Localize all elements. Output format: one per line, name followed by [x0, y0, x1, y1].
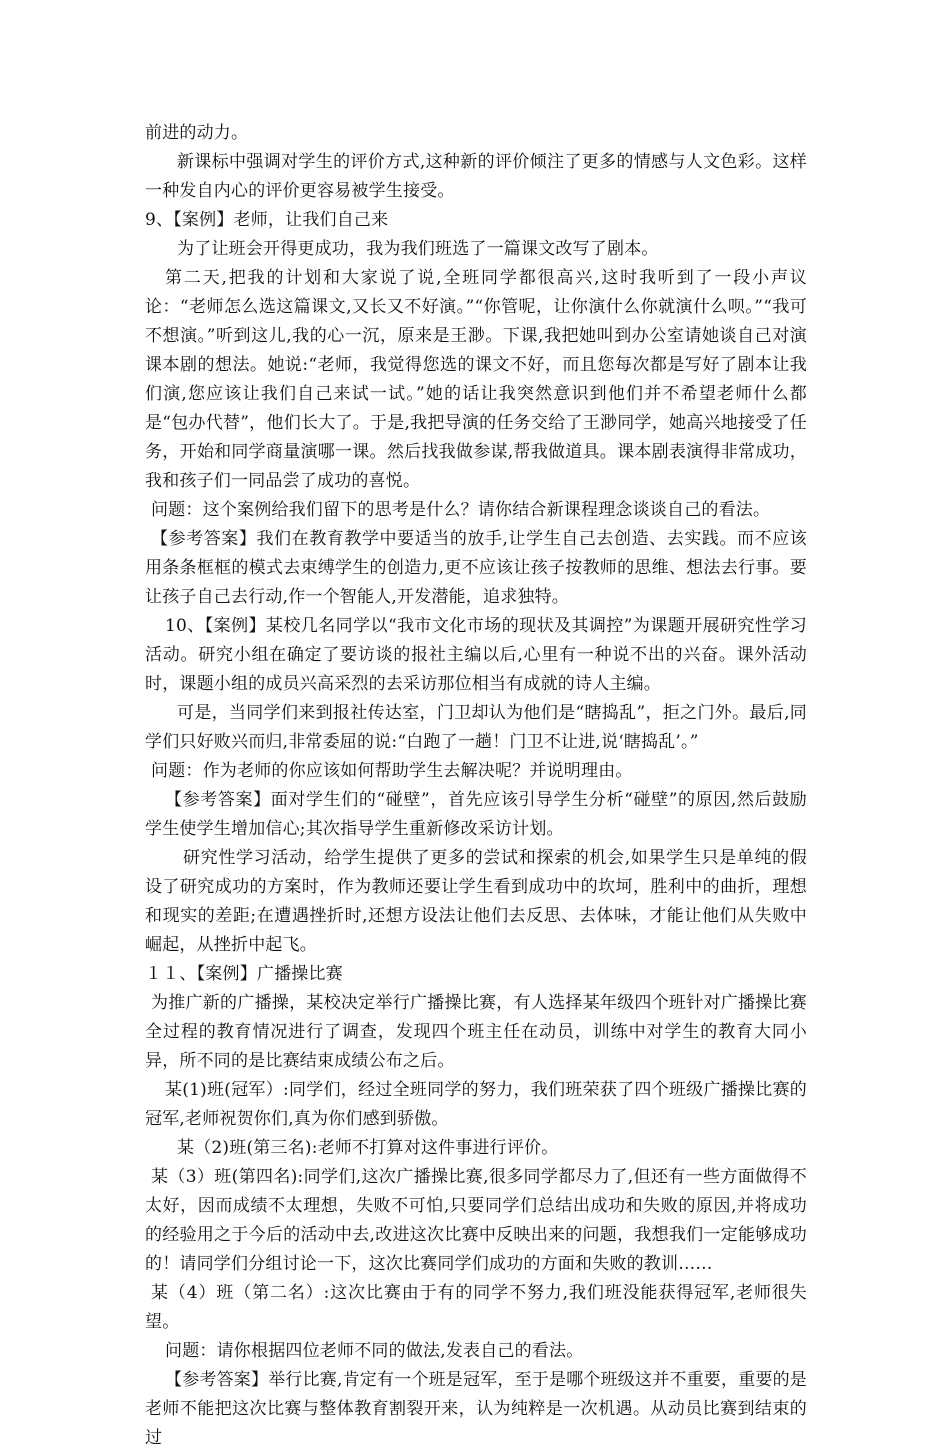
- paragraph: 10、【案例】某校几名同学以“我市文化市场的现状及其调控”为课题开展研究性学习活动。研究小组在确定了要访谈的报社主编以后,心里有一种说不出的兴奋。课外活动时，课题小组的成员兴高采烈的去采访那位相当有成就的诗人主编。: [145, 616, 807, 694]
- paragraph: 【参考答案】面对学生们的“碰壁”，首先应该引导学生分析“碰壁”的原因,然后鼓励学生使学生增加信心;其次指导学生重新修改采访计划。: [145, 790, 807, 839]
- document-body: [145, 119, 807, 1453]
- paragraph: 某（4）班（第二名）:这次比赛由于有的同学不努力,我们班没能获得冠军,老师很失望。: [145, 1283, 807, 1332]
- paragraph: 第二天,把我的计划和大家说了说,全班同学都很高兴,这时我听到了一段小声议论：“老师怎么选这篇课文,又长又不好演。”“你管呢，让你演什么你就演什么呗。”“我可不想演。”听到这儿,我的心一沉，原来是王渺。下课,我把她叫到办公室请她谈自己对演课本剧的想法。她说:“老师，我觉得您选的课文不好，而且您每次都是写好了剧本让我们演,您应该让我们自己来试一试。”她的话让我突然意识到他们并不希望老师什么都是“包办代替”，他们长大了。于是,我把导演的任务交给了王渺同学，她高兴地接受了任务，开始和同学商量演哪一课。然后找我做参谋,帮我做道具。课本剧表演得非常成功，我和孩子们一同品尝了成功的喜悦。: [145, 268, 807, 491]
- paragraph: 问题：请你根据四位老师不同的做法,发表自己的看法。: [165, 1341, 584, 1361]
- paragraph: 问题：这个案例给我们留下的思考是什么？请你结合新课程理念谈谈自己的看法。: [151, 500, 771, 520]
- paragraph: 为推广新的广播操，某校决定举行广播操比赛，有人选择某年级四个班针对广播操比赛全过程的教育情况进行了调查，发现四个班主任在动员，训练中对学生的教育大同小异，所不同的是比赛结束成绩公布之后。: [145, 993, 807, 1071]
- paragraph: 新课标中强调对学生的评价方式,这种新的评价倾注了更多的情感与人文色彩。这样一种发自内心的评价更容易被学生接受。: [145, 152, 807, 201]
- paragraph: 前进的动力。: [145, 123, 249, 143]
- paragraph: １１、【案例】广播操比赛: [145, 964, 343, 984]
- paragraph: 9、【案例】老师，让我们自己来: [145, 210, 389, 230]
- paragraph: 可是，当同学们来到报社传达室，门卫却认为他们是“瞎捣乱”，拒之门外。最后,同学们只好败兴而归,非常委屈的说:“白跑了一趟！门卫不让进,说‘瞎捣乱’。”: [145, 703, 807, 752]
- paragraph: 某（3）班(第四名):同学们,这次广播操比赛,很多同学都尽力了,但还有一些方面做得不太好，因而成绩不太理想，失败不可怕,只要同学们总结出成功和失败的原因,并将成功的经验用之于今后的活动中去,改进这次比赛中反映出来的问题，我想我们一定能够成功的！请同学们分组讨论一下，这次比赛同学们成功的方面和失败的教训……: [145, 1167, 807, 1274]
- paragraph: 为了让班会开得更成功，我为我们班选了一篇课文改写了剧本。: [177, 239, 659, 259]
- paragraph: 研究性学习活动，给学生提供了更多的尝试和探索的机会,如果学生只是单纯的假设了研究成功的方案时，作为教师还要让学生看到成功中的坎坷，胜利中的曲折，理想和现实的差距;在遭遇挫折时,还想方设法让他们去反思、去体味，才能让他们从失败中崛起，从挫折中起飞。: [145, 848, 807, 955]
- paragraph: 【参考答案】我们在教育教学中要适当的放手,让学生自己去创造、去实践。而不应该用条条框框的模式去束缚学生的创造力,更不应该让孩子按教师的思维、想法去行事。要让孩子自己去行动,作一个智能人,开发潜能，追求独特。: [145, 529, 807, 607]
- paragraph: 某（2)班(第三名):老师不打算对这件事进行评价。: [177, 1138, 559, 1158]
- paragraph: 某(1)班(冠军）:同学们，经过全班同学的努力，我们班荣获了四个班级广播操比赛的冠军,老师祝贺你们,真为你们感到骄傲。: [145, 1080, 807, 1129]
- paragraph: 【参考答案】举行比赛,肯定有一个班是冠军，至于是哪个班级这并不重要，重要的是老师不能把这次比赛与整体教育割裂开来，认为纯粹是一次机遇。从动员比赛到结束的过: [145, 1370, 808, 1448]
- paragraph: 问题：作为老师的你应该如何帮助学生去解决呢？并说明理由。: [151, 761, 633, 781]
